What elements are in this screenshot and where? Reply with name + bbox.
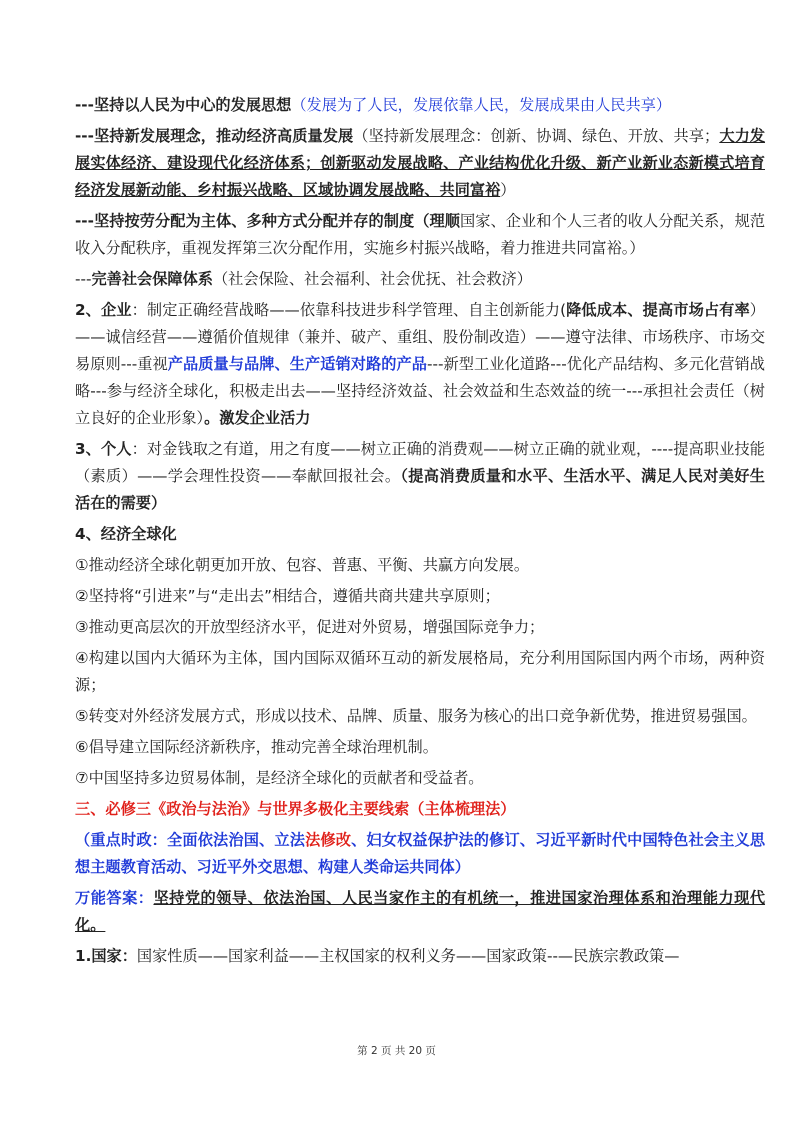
hot-topics-red: 法修改	[305, 831, 352, 849]
hot-topics	[75, 827, 765, 881]
point-emphasis: 大力发展实体经济、建设现代化经济体系；创新驱动发展战略、产业结构优化升级、新产业新业态新模式培育经济发展新动能、乡村振兴战略、区域协调发展战略、共同富裕	[75, 127, 766, 199]
point-text: 国家、企业和个人三者的收人分配关系，规范收入分配秩序，重视发挥第三次分配作用，实施乡村振兴战略，着力推进共同富裕。）	[75, 212, 766, 257]
section-heading: 三、必修三《政治与法治》与世界多极化主要线索（主体梳理法）	[75, 800, 516, 818]
document-page	[75, 92, 765, 974]
individual-text: ：对金钱取之有道，用之有度——树立正确的消费观——树立正确的就业观，----提高职业技能（素质）——学会理性投资——奉献回报社会。	[75, 440, 765, 485]
point-new-development	[75, 123, 765, 204]
list-item: ①推动经济全球化朝更加开放、包容、普惠、平衡、共赢方向发展。	[75, 556, 530, 574]
list-item: ⑥倡导建立国际经济新秩序，推动完善全球治理机制。	[75, 738, 438, 756]
point-people-centered	[75, 92, 765, 119]
enterprise-text-2: ）——诚信经营——遵循价值规律（兼并、破产、重组、股份制改造）——遵守法律、市场秩序、市场交易原则---重视	[75, 301, 765, 373]
individual-title: 3、个人	[75, 440, 132, 458]
enterprise-blue: 产品质量与品牌、生产适销对路的产品	[167, 355, 428, 373]
list-item: ③推动更高层次的开放型经济水平，促进对外贸易，增强国际竞争力；	[75, 618, 545, 636]
individual-bold: （提高消费质量和水平、生活水平、满足人民对美好生活在的需要）	[75, 467, 765, 512]
list-item: ⑦中国坚持多边贸易体制，是经济全球化的贡献者和受益者。	[75, 769, 484, 787]
enterprise-text-1: ：制定正确经营战略——依靠科技进步科学管理、自主创新能力(	[131, 301, 566, 319]
point-text: （坚持新发展理念：创新、协调、绿色、开放、共享；	[353, 127, 720, 145]
point-end: ）	[500, 181, 516, 199]
enterprise-text-3: ---新型工业化道路---优化产品结构、多元化营销战略---参与经济全球化，积极走出去——坚持经济效益、社会效益和生态效益的统一---承担社会责任（树立良好的企业形象）	[75, 355, 765, 427]
enterprise-bold-2: 。激发企业活力	[204, 409, 311, 427]
point-distribution	[75, 208, 765, 262]
answer-label: 万能答案：	[75, 889, 154, 907]
universal-answer	[75, 885, 765, 939]
point-detail: （发展为了人民，发展依靠人民，发展成果由人民共享）	[291, 96, 672, 114]
country-text: 国家性质——国家利益——主权国家的权利义务——国家政策--—民族宗教政策—	[136, 947, 680, 965]
point-social-security	[75, 266, 765, 293]
list-item: ④构建以国内大循环为主体，国内国际双循环互动的新发展格局，充分利用国际国内两个市场，两种资源；	[75, 649, 765, 694]
point-label: ---坚持以人民为中心的发展思想	[75, 96, 292, 114]
point-text: （社会保险、社会福利、社会优抚、社会救济）	[212, 270, 532, 288]
point-prefix: ---	[75, 270, 92, 288]
globalization-title: 4、经济全球化	[75, 525, 177, 543]
answer-text: 坚持党的领导、依法治国、人民当家作主的有机统一，推进国家治理体系和治理能力现代化。	[75, 889, 766, 934]
point-label: ---坚持新发展理念，推动经济高质量发展	[75, 127, 354, 145]
individual-paragraph	[75, 436, 765, 517]
country-paragraph	[75, 943, 765, 970]
enterprise-title: 2、企业	[75, 301, 132, 319]
hot-topics-text-b: 、妇女权益保护法的修订、习近平新时代中国特色社会主义思想主题教育活动、习近平外交思想、构建人类命运共同体）	[75, 831, 766, 876]
point-label: ---坚持按劳分配为主体、多种方式分配并存的制度（理顺	[75, 212, 461, 230]
enterprise-bold-1: 降低成本、提高市场占有率	[566, 301, 750, 319]
enterprise-paragraph	[75, 297, 765, 432]
list-item: ②坚持将“引进来”与“走出去”相结合，遵循共商共建共享原则；	[75, 587, 500, 605]
hot-topics-text-a: （重点时政：全面依法治国、立法	[75, 831, 306, 849]
country-title: 1.国家：	[75, 947, 137, 965]
point-label: 完善社会保障体系	[91, 270, 213, 288]
page-footer: 第 2 页 共 20 页	[357, 1045, 436, 1057]
list-item: ⑤转变对外经济发展方式，形成以技术、品牌、质量、服务为核心的出口竞争新优势，推进贸易强国。	[75, 707, 757, 725]
